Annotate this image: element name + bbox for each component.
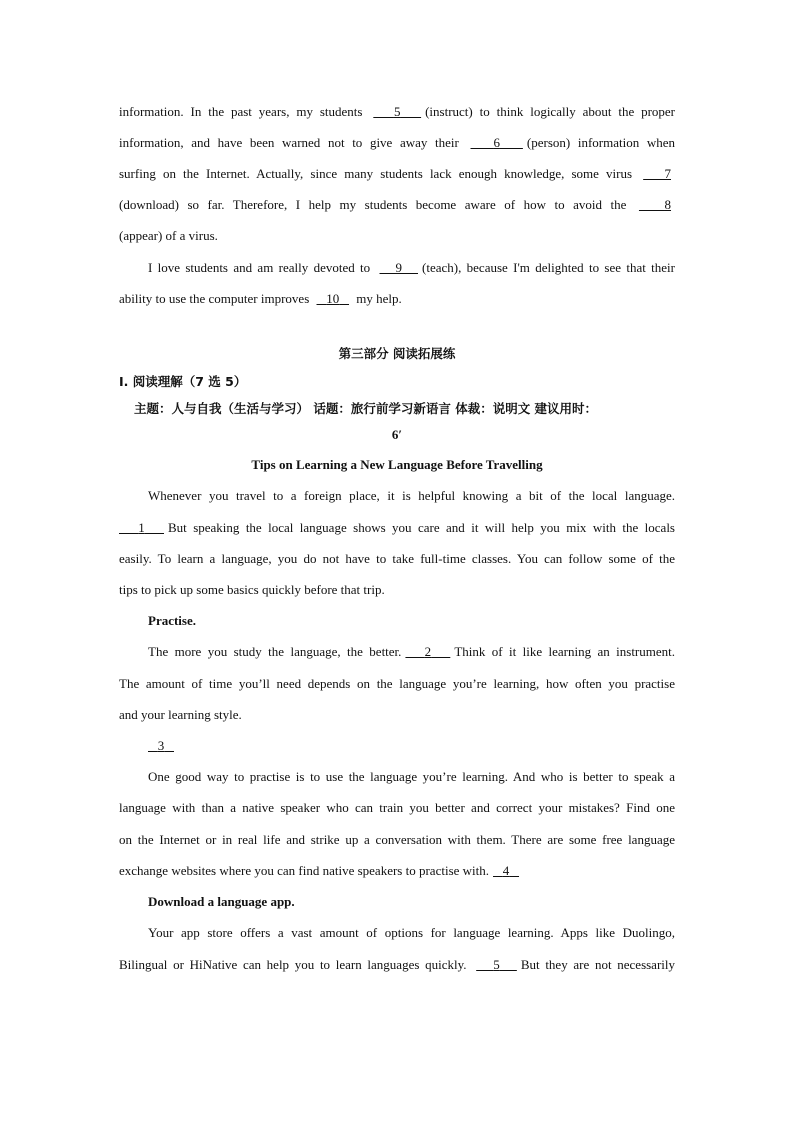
- blank-1[interactable]: [119, 520, 168, 535]
- blank-5-reading[interactable]: [472, 957, 521, 972]
- text-span: (appear) of a virus.: [119, 228, 218, 243]
- part-heading: 第三部分 阅读拓展练: [338, 346, 456, 361]
- text-line: [148, 258, 675, 278]
- text-line: [119, 955, 675, 975]
- blank-7[interactable]: [639, 166, 675, 181]
- meta-line: 主题：人与自我（生活与学习） 话题：旅行前学习新语言 体裁：说明文 建议用时：: [134, 401, 598, 416]
- text-line: Whenever you travel to a foreign place, it is helpful knowing a bit of the local language.: [148, 488, 675, 503]
- meta-time: 6′: [391, 427, 403, 442]
- blank-number: 9: [395, 260, 402, 275]
- text-line: language with than a native speaker who can train you better and correct your mistakes? Find one: [119, 800, 675, 815]
- blank-number: 5: [493, 957, 500, 972]
- text-line: tips to pick up some basics quickly before that trip.: [119, 582, 385, 597]
- text-span: surfing on the Internet. Actually, since many students lack enough knowledge, some virus: [119, 166, 640, 181]
- text-line: [119, 195, 675, 215]
- blank-8[interactable]: [635, 197, 675, 212]
- text-line: on the Internet or in real life and strike up a conversation with them. There are some free language: [119, 832, 675, 847]
- blank-number: 7: [664, 166, 671, 181]
- text-line: Your app store offers a vast amount of options for language learning. Apps like Duolingo,: [148, 925, 675, 940]
- text-span: But speaking the local language shows you care and it will help you mix with the locals: [168, 520, 675, 535]
- text-span: my help.: [353, 291, 402, 306]
- text-span: The more you study the language, the better.: [148, 644, 402, 659]
- text-line: [119, 164, 675, 184]
- blank-number: 2: [424, 644, 432, 659]
- text-span: information. In the past years, my students: [119, 104, 370, 119]
- blank-number: 6: [493, 135, 500, 150]
- subheading-practise: Practise.: [148, 613, 197, 628]
- text-span: (person) information when: [526, 135, 676, 150]
- text-span: ability to use the computer improves: [119, 291, 313, 306]
- blank-number: 8: [664, 197, 672, 212]
- text-span: Think of it like learning an instrument.: [454, 644, 676, 659]
- blank-number: 3: [157, 738, 165, 753]
- text-span: (instruct) to think logically about the proper: [425, 104, 676, 119]
- text-line: The amount of time you’ll need depends on the language you’re learning, how often you practise: [119, 676, 675, 691]
- text-span: exchange websites where you can find native speakers to practise with.: [119, 863, 490, 878]
- text-line: [119, 518, 675, 538]
- blank-10[interactable]: [313, 291, 354, 306]
- passage-title: Tips on Learning a New Language Before Travelling: [251, 457, 543, 472]
- text-line: [119, 289, 675, 309]
- text-span: I love students and am really devoted to: [148, 260, 376, 275]
- text-line: One good way to practise is to use the language you’re learning. And who is better to speak a: [148, 769, 675, 784]
- text-span: Bilingual or HiNative can help you to learn languages quickly.: [119, 957, 473, 972]
- text-line: [119, 226, 675, 246]
- blank-number: 10: [326, 291, 340, 306]
- blank-6[interactable]: [467, 135, 527, 150]
- text-span: But they are not necessarily: [520, 957, 676, 972]
- blank-2[interactable]: [401, 644, 454, 659]
- blank-number: 1: [138, 520, 145, 535]
- blank-number: 5: [393, 104, 401, 119]
- subheading-app: Download a language app.: [148, 894, 295, 909]
- section-heading: I. 阅读理解（7 选 5）: [119, 374, 247, 389]
- blank-number: 4: [502, 863, 510, 878]
- text-span: information, and have been warned not to give away their: [119, 135, 467, 150]
- text-line: [119, 133, 675, 153]
- text-span: (teach), because I'm delighted to see that their: [422, 260, 675, 275]
- text-line: [119, 861, 675, 881]
- blank-9[interactable]: [376, 260, 423, 275]
- blank-4[interactable]: [489, 863, 523, 878]
- blank-5[interactable]: [369, 104, 425, 119]
- text-span: (download) so far. Therefore, I help my students become aware of how to avoid the: [119, 197, 635, 212]
- text-line: easily. To learn a language, you do not have to take full-time classes. You can follow some of the: [119, 551, 675, 566]
- text-line: and your learning style.: [119, 707, 242, 722]
- text-line: [119, 102, 675, 122]
- blank-3[interactable]: [148, 738, 178, 753]
- text-line: [148, 736, 675, 756]
- text-line: [148, 642, 675, 662]
